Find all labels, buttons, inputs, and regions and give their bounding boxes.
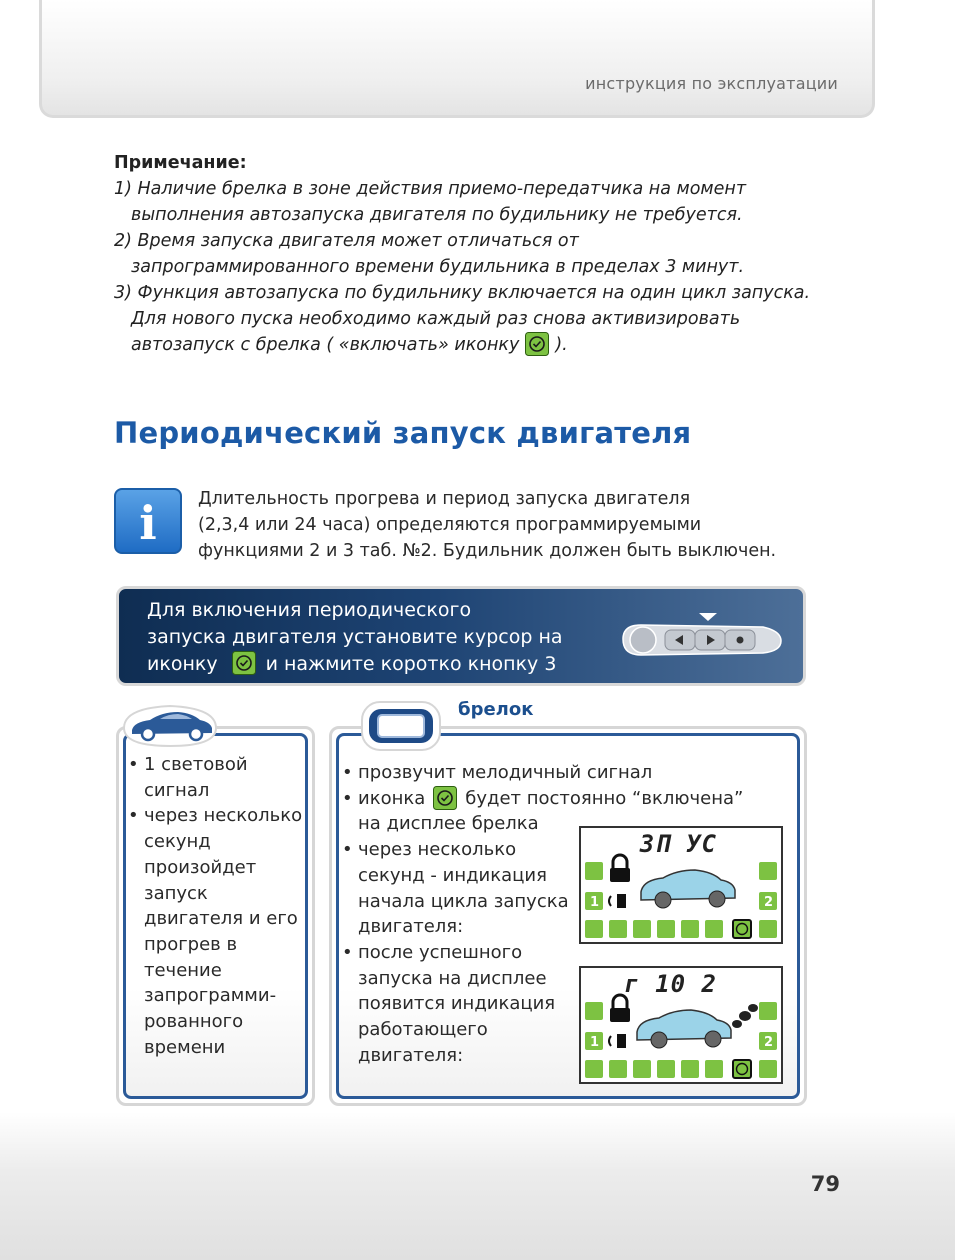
svg-text:1: 1 bbox=[590, 1035, 600, 1050]
note-line-7-text: автозапуск с брелка ( «включать» иконку bbox=[131, 335, 520, 355]
note-line-6: Для нового пуска необходимо каждый раз снова активизировать bbox=[131, 309, 741, 329]
page-number: 79 bbox=[810, 1172, 840, 1196]
banner-line-3b: и нажмите коротко кнопку 3 bbox=[265, 653, 557, 675]
instruction-banner bbox=[116, 586, 806, 686]
svg-text:2: 2 bbox=[764, 1035, 774, 1050]
page-header bbox=[39, 0, 875, 118]
lcd-text: ЗП УС bbox=[639, 830, 717, 858]
item2-text-b: будет постоянно “включена” bbox=[465, 787, 744, 809]
note-line-8-text: ). bbox=[555, 335, 568, 355]
section-title: Периодический запуск двигателя bbox=[114, 416, 692, 450]
info-text bbox=[198, 486, 808, 564]
svg-text:2: 2 bbox=[764, 895, 774, 910]
banner-line-2: запуска двигателя установите курсор на bbox=[147, 626, 563, 648]
list-item: • 1 световой сигнал bbox=[128, 752, 308, 803]
clock-icon bbox=[232, 651, 256, 675]
note-line-7 bbox=[114, 332, 834, 358]
item2-text-c: на дисплее брелка bbox=[358, 813, 539, 835]
list-item: • прозвучит мелодичный сигнал bbox=[342, 760, 782, 786]
lcd-display-running bbox=[579, 966, 783, 1084]
clock-icon bbox=[525, 332, 549, 356]
keyfob-buttons-icon bbox=[613, 609, 783, 669]
svg-text:1: 1 bbox=[590, 895, 600, 910]
info-line-1: Длительность прогрева и период запуска двигателя bbox=[198, 489, 691, 509]
info-icon: i bbox=[114, 488, 182, 554]
banner-line-3 bbox=[147, 651, 597, 678]
item2-text-a: иконка bbox=[358, 787, 426, 809]
keyfob-label: брелок bbox=[458, 699, 534, 720]
lcd-icons bbox=[581, 828, 781, 942]
info-line-2: (2,3,4 или 24 часа) определяются программируемыми bbox=[198, 515, 702, 535]
item3-text: • через несколько секунд - индикация начала цикла запуска двигателя: bbox=[358, 839, 569, 938]
note-line-1: 1) Наличие брелка в зоне действия приемо-передатчика на момент bbox=[114, 179, 747, 199]
car-indication-list bbox=[128, 752, 308, 1060]
note-line-2: выполнения автозапуска двигателя по будильнику не требуется. bbox=[131, 205, 743, 225]
car-icon bbox=[120, 700, 220, 750]
lcd-icons bbox=[581, 968, 781, 1082]
item4-text: • после успешного запуска на дисплее появится индикация работающего двигателя: bbox=[358, 941, 556, 1066]
clock-icon bbox=[433, 786, 457, 810]
note-title: Примечание: bbox=[114, 153, 247, 173]
info-line-3: функциями 2 и 3 таб. №2. Будильник должен быть выключен. bbox=[198, 541, 777, 561]
note-line-5: 3) Функция автозапуска по будильнику включается на один цикл запуска. bbox=[114, 283, 811, 303]
keyfob-icon bbox=[360, 700, 442, 752]
note-line-4: запрограммированного времени будильника в пределах 3 минут. bbox=[131, 257, 745, 277]
lcd-text: г 10 2 bbox=[624, 970, 717, 998]
banner-line-1: Для включения периодического bbox=[147, 599, 472, 621]
banner-text bbox=[147, 597, 597, 678]
header-title: инструкция по эксплуатации bbox=[585, 74, 838, 93]
banner-line-3a: иконку bbox=[147, 653, 218, 675]
note-block bbox=[114, 150, 834, 358]
lcd-display-start bbox=[579, 826, 783, 944]
list-item: • через несколько секунд произойдет запуск двигателя и его прогрев в течение запрограмми-рованного времени bbox=[128, 803, 308, 1060]
note-line-3: 2) Время запуска двигателя может отличаться от bbox=[114, 231, 579, 251]
